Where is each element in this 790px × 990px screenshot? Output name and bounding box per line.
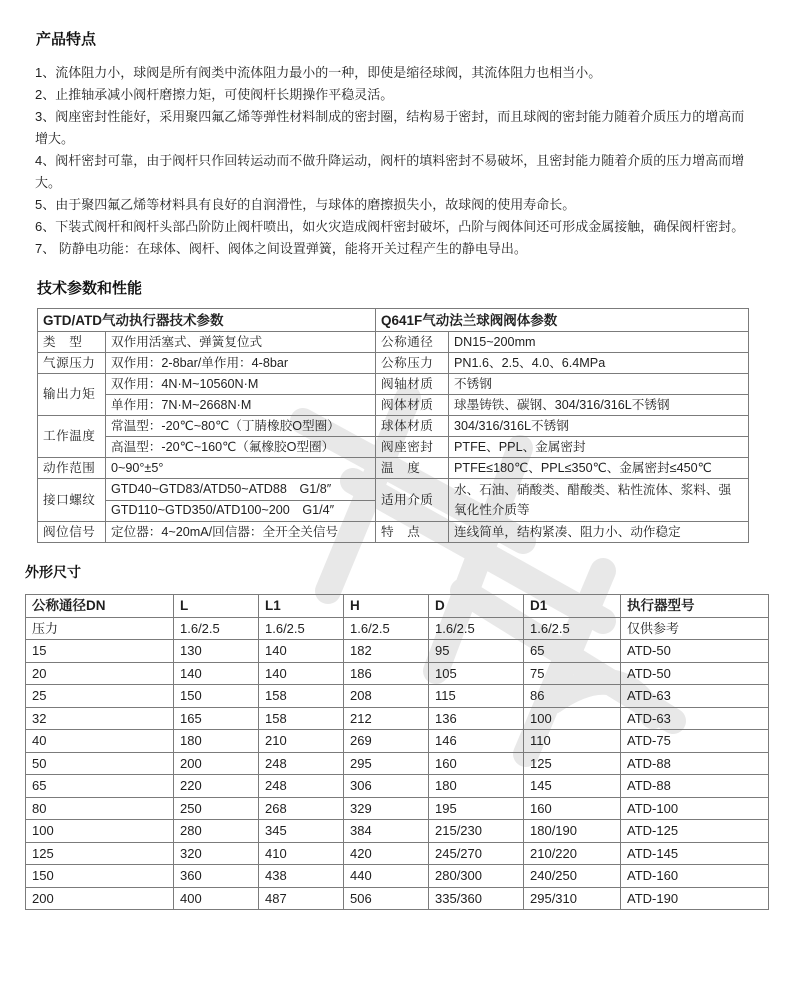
dims-cell: ATD-63 bbox=[621, 707, 769, 730]
dims-cell: 440 bbox=[344, 865, 429, 888]
dims-cell: 400 bbox=[174, 887, 259, 910]
tech-temp-normal: 常温型：-20℃~80℃（丁腈橡胶O型圈） bbox=[106, 416, 376, 437]
dims-cell: ATD-88 bbox=[621, 775, 769, 798]
tech-feature-value: 连线简单，结构紧凑、阻力小、动作稳定 bbox=[449, 522, 749, 543]
dims-cell: ATD-63 bbox=[621, 685, 769, 708]
dims-cell: ATD-88 bbox=[621, 752, 769, 775]
dims-cell: 65 bbox=[524, 640, 621, 663]
dims-cell: 1.6/2.5 bbox=[344, 617, 429, 640]
dims-col-d: D bbox=[429, 595, 524, 618]
tech-tdeg-label: 温 度 bbox=[376, 458, 449, 479]
dims-cell: 200 bbox=[174, 752, 259, 775]
dims-cell: 240/250 bbox=[524, 865, 621, 888]
dims-cell: 32 bbox=[26, 707, 174, 730]
dims-cell: 487 bbox=[259, 887, 344, 910]
dims-cell: 115 bbox=[429, 685, 524, 708]
tech-range-value: 0~90°±5° bbox=[106, 458, 376, 479]
dims-cell: 269 bbox=[344, 730, 429, 753]
dims-cell: 110 bbox=[524, 730, 621, 753]
dims-cell: 160 bbox=[524, 797, 621, 820]
dims-cell: 420 bbox=[344, 842, 429, 865]
dims-cell: 140 bbox=[259, 662, 344, 685]
dims-cell: 245/270 bbox=[429, 842, 524, 865]
dims-cell: 280/300 bbox=[429, 865, 524, 888]
dims-cell: 212 bbox=[344, 707, 429, 730]
dims-cell: 1.6/2.5 bbox=[429, 617, 524, 640]
dims-row bbox=[26, 797, 769, 820]
tech-row-torque-2 bbox=[38, 395, 749, 416]
tech-row-range bbox=[38, 458, 749, 479]
tech-thread-2: GTD110~GTD350/ATD100~200 G1/4″ bbox=[106, 500, 376, 522]
dims-cell: 100 bbox=[26, 820, 174, 843]
dims-col-h: H bbox=[344, 595, 429, 618]
tech-seat-label: 阀座密封 bbox=[376, 437, 449, 458]
tech-seat-value: PTFE、PPL、金属密封 bbox=[449, 437, 749, 458]
dims-cell: ATD-145 bbox=[621, 842, 769, 865]
features-list bbox=[35, 62, 749, 260]
dims-cell: 182 bbox=[344, 640, 429, 663]
dims-cell: 165 bbox=[174, 707, 259, 730]
dims-row bbox=[26, 865, 769, 888]
tech-type-value: 双作用活塞式、弹簧复位式 bbox=[106, 332, 376, 353]
tech-air-value: 双作用：2-8bar/单作用：4-8bar bbox=[106, 353, 376, 374]
dims-cell: 186 bbox=[344, 662, 429, 685]
tech-row-temp-2 bbox=[38, 437, 749, 458]
tech-body-value: 球墨铸铁、碳钢、304/316/316L不锈钢 bbox=[449, 395, 749, 416]
dims-cell: 280 bbox=[174, 820, 259, 843]
dims-cell: ATD-50 bbox=[621, 640, 769, 663]
feature-item-1: 1、流体阻力小，球阀是所有阀类中流体阻力最小的一种，即使是缩径球阀，其流体阻力也相当小。 bbox=[35, 65, 602, 80]
dims-cell: 248 bbox=[259, 752, 344, 775]
dims-cell: 140 bbox=[174, 662, 259, 685]
dims-row bbox=[26, 640, 769, 663]
dims-cell: 295/310 bbox=[524, 887, 621, 910]
feature-item-6: 6、下装式阀杆和阀杆头部凸阶防止阀杆喷出，如火灾造成阀杆密封破坏，凸阶与阀体间还可形成金属接触，确保阀杆密封。 bbox=[35, 219, 745, 234]
dims-cell: 208 bbox=[344, 685, 429, 708]
dims-pressure-row bbox=[26, 617, 769, 640]
feature-item-7: 7、 防静电功能：在球体、阀杆、阀体之间设置弹簧，能将开关过程产生的静电导出。 bbox=[35, 241, 527, 256]
dims-cell: 50 bbox=[26, 752, 174, 775]
tech-temp-high: 高温型：-20℃~160℃（氟橡胶O型圈） bbox=[106, 437, 376, 458]
dims-cell: ATD-125 bbox=[621, 820, 769, 843]
dims-cell: 180/190 bbox=[524, 820, 621, 843]
tech-thread-label: 接口螺纹 bbox=[38, 479, 106, 522]
dims-cell: 320 bbox=[174, 842, 259, 865]
dims-cell: 158 bbox=[259, 707, 344, 730]
dims-cell: 210 bbox=[259, 730, 344, 753]
tech-params-table bbox=[37, 308, 749, 543]
dims-cell: 210/220 bbox=[524, 842, 621, 865]
feature-item-2: 2、止推轴承减小阀杆磨擦力矩，可使阀杆长期操作平稳灵活。 bbox=[35, 87, 394, 102]
dims-row bbox=[26, 887, 769, 910]
tech-row-air bbox=[38, 353, 749, 374]
dims-cell: 15 bbox=[26, 640, 174, 663]
dims-cell: 250 bbox=[174, 797, 259, 820]
tech-tdeg-value: PTFE≤180℃、PPL≤350℃、金属密封≤450℃ bbox=[449, 458, 749, 479]
tech-row-type bbox=[38, 332, 749, 353]
tech-signal-label: 阀位信号 bbox=[38, 522, 106, 543]
tech-temp-label: 工作温度 bbox=[38, 416, 106, 458]
feature-item-5: 5、由于聚四氟乙烯等材料具有良好的自润滑性，与球体的磨擦损失小，故球阀的使用寿命长。 bbox=[35, 197, 576, 212]
dims-cell: 100 bbox=[524, 707, 621, 730]
tech-range-label: 动作范围 bbox=[38, 458, 106, 479]
tech-dn-label: 公称通径 bbox=[376, 332, 449, 353]
tech-type-label: 类 型 bbox=[38, 332, 106, 353]
dims-cell: 86 bbox=[524, 685, 621, 708]
dims-cell: 158 bbox=[259, 685, 344, 708]
tech-torque-double: 双作用：4N·M~10560N·M bbox=[106, 374, 376, 395]
dims-row bbox=[26, 707, 769, 730]
dims-table bbox=[25, 594, 769, 910]
dims-cell: 125 bbox=[26, 842, 174, 865]
tech-ball-label: 球体材质 bbox=[376, 416, 449, 437]
dims-cell: 1.6/2.5 bbox=[524, 617, 621, 640]
tech-dn-value: DN15~200mm bbox=[449, 332, 749, 353]
dims-cell: 180 bbox=[174, 730, 259, 753]
tech-pn-value: PN1.6、2.5、4.0、6.4MPa bbox=[449, 353, 749, 374]
dims-cell: ATD-100 bbox=[621, 797, 769, 820]
dims-cell: 360 bbox=[174, 865, 259, 888]
tech-valve-header: Q641F气动法兰球阀阀体参数 bbox=[376, 309, 749, 332]
dims-cell: 160 bbox=[429, 752, 524, 775]
dims-cell: 25 bbox=[26, 685, 174, 708]
dims-cell: 335/360 bbox=[429, 887, 524, 910]
dims-cell: 345 bbox=[259, 820, 344, 843]
dims-cell: 306 bbox=[344, 775, 429, 798]
dims-cell: 20 bbox=[26, 662, 174, 685]
feature-item-4: 4、阀杆密封可靠，由于阀杆只作回转运动而不做升降运动，阀杆的填料密封不易破坏，且密封能力随着介质的压力增高而增大。 bbox=[35, 153, 745, 190]
tech-air-label: 气源压力 bbox=[38, 353, 106, 374]
dims-row bbox=[26, 842, 769, 865]
dims-row bbox=[26, 662, 769, 685]
tech-body-label: 阀体材质 bbox=[376, 395, 449, 416]
dims-cell: 125 bbox=[524, 752, 621, 775]
tech-row-temp-1 bbox=[38, 416, 749, 437]
dims-cell: 压力 bbox=[26, 617, 174, 640]
tech-torque-label: 输出力矩 bbox=[38, 374, 106, 416]
dims-col-d1: D1 bbox=[524, 595, 621, 618]
dims-header-row bbox=[26, 595, 769, 618]
dims-cell: 195 bbox=[429, 797, 524, 820]
tech-pn-label: 公称压力 bbox=[376, 353, 449, 374]
tech-stem-label: 阀轴材质 bbox=[376, 374, 449, 395]
dims-heading: 外形尺寸 bbox=[25, 564, 81, 580]
tech-row-torque-1 bbox=[38, 374, 749, 395]
dims-cell: 80 bbox=[26, 797, 174, 820]
dims-cell: 220 bbox=[174, 775, 259, 798]
dims-cell: 200 bbox=[26, 887, 174, 910]
tech-signal-value: 定位器：4~20mA/回信器：全开全关信号 bbox=[106, 522, 376, 543]
dims-cell: 410 bbox=[259, 842, 344, 865]
dims-cell: ATD-75 bbox=[621, 730, 769, 753]
tech-actuator-header: GTD/ATD气动执行器技术参数 bbox=[38, 309, 376, 332]
dims-cell: 1.6/2.5 bbox=[174, 617, 259, 640]
dims-col-dn: 公称通径DN bbox=[26, 595, 174, 618]
dims-cell: 438 bbox=[259, 865, 344, 888]
tech-stem-value: 不锈钢 bbox=[449, 374, 749, 395]
tech-torque-single: 单作用：7N·M~2668N·M bbox=[106, 395, 376, 416]
dims-cell: 40 bbox=[26, 730, 174, 753]
dims-cell: 295 bbox=[344, 752, 429, 775]
dims-cell: 95 bbox=[429, 640, 524, 663]
dims-row bbox=[26, 775, 769, 798]
dims-cell: 130 bbox=[174, 640, 259, 663]
dims-cell: ATD-50 bbox=[621, 662, 769, 685]
dims-cell: ATD-160 bbox=[621, 865, 769, 888]
dims-cell: 105 bbox=[429, 662, 524, 685]
product-spec-page bbox=[0, 28, 790, 910]
dims-cell: 仅供参考 bbox=[621, 617, 769, 640]
dims-col-actuator: 执行器型号 bbox=[621, 595, 769, 618]
dims-cell: 215/230 bbox=[429, 820, 524, 843]
tech-ball-value: 304/316/316L不锈钢 bbox=[449, 416, 749, 437]
dims-cell: 150 bbox=[174, 685, 259, 708]
dims-cell: 75 bbox=[524, 662, 621, 685]
dims-cell: 145 bbox=[524, 775, 621, 798]
dims-row bbox=[26, 820, 769, 843]
tech-header-row bbox=[38, 309, 749, 332]
tech-feature-label: 特 点 bbox=[376, 522, 449, 543]
dims-cell: 1.6/2.5 bbox=[259, 617, 344, 640]
tech-row-signal bbox=[38, 522, 749, 543]
dims-cell: 140 bbox=[259, 640, 344, 663]
dims-col-l1: L1 bbox=[259, 595, 344, 618]
dims-cell: 506 bbox=[344, 887, 429, 910]
dims-row bbox=[26, 752, 769, 775]
dims-row bbox=[26, 730, 769, 753]
dims-cell: 146 bbox=[429, 730, 524, 753]
dims-cell: 384 bbox=[344, 820, 429, 843]
dims-cell: 329 bbox=[344, 797, 429, 820]
tech-media-value: 水、石油、硝酸类、醋酸类、粘性流体、浆料、强氧化性介质等 bbox=[449, 479, 749, 522]
tech-row-thread-1 bbox=[38, 479, 749, 501]
dims-cell: 180 bbox=[429, 775, 524, 798]
dims-cell: ATD-190 bbox=[621, 887, 769, 910]
dims-row bbox=[26, 685, 769, 708]
dims-cell: 248 bbox=[259, 775, 344, 798]
dims-col-l: L bbox=[174, 595, 259, 618]
feature-item-3: 3、阀座密封性能好，采用聚四氟乙烯等弹性材料制成的密封圈，结构易于密封，而且球阀的密封能力随着介质压力的增高而增大。 bbox=[35, 109, 745, 146]
tech-thread-1: GTD40~GTD83/ATD50~ATD88 G1/8″ bbox=[106, 479, 376, 501]
tech-media-label: 适用介质 bbox=[376, 479, 449, 522]
dims-cell: 150 bbox=[26, 865, 174, 888]
tech-heading: 技术参数和性能 bbox=[37, 280, 143, 297]
dims-cell: 65 bbox=[26, 775, 174, 798]
features-heading: 产品特点 bbox=[36, 31, 97, 48]
dims-cell: 136 bbox=[429, 707, 524, 730]
dims-cell: 268 bbox=[259, 797, 344, 820]
